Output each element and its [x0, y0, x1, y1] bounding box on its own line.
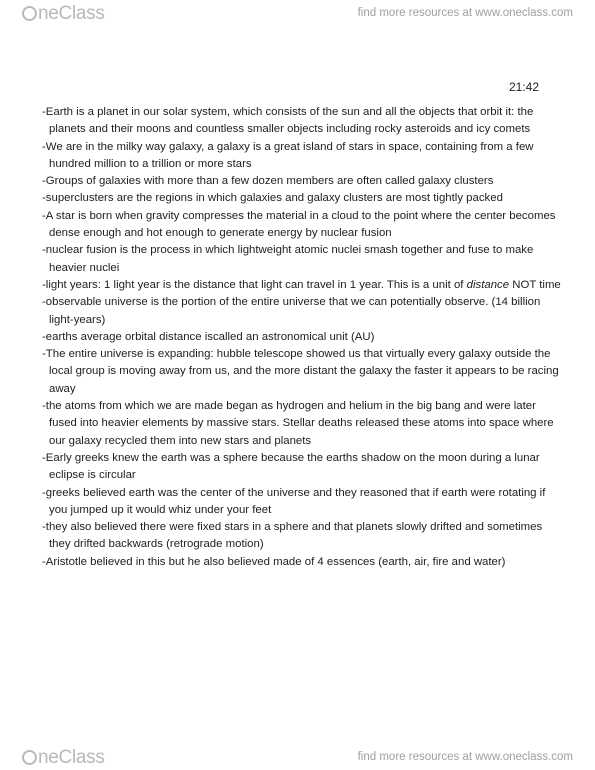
logo-o-icon [22, 750, 37, 765]
note-line-light-years [42, 277, 562, 294]
page-footer [0, 744, 595, 770]
note-line: -Aristotle believed in this but he also believed made of 4 essences (earth, air, fire and water) [42, 555, 506, 568]
note-line: -Earth is a planet in our solar system, which consists of the sun and all the objects that orbit it: the planets and their moons and countless smaller objects including rocky asteroids and icy comets [42, 106, 534, 136]
oneclass-logo[interactable] [22, 3, 105, 25]
note-emphasis: distance [466, 278, 510, 291]
note-text: -light years: 1 light year is the distance that light can travel in 1 year. This is a unit of [42, 278, 464, 291]
note-line: -earths average orbital distance iscalled an astronomical unit (AU) [42, 330, 375, 343]
page-header [0, 0, 595, 26]
note-line: -the atoms from which we are made began as hydrogen and helium in the big bang and were later fused into heavier elements by massive stars. Stellar deaths released these atoms into space where our galaxy recycled them into new stars and planets [42, 400, 554, 447]
logo-text: neClass [38, 747, 105, 768]
note-line: -superclusters are the regions in which galaxies and galaxy clusters are most tightly packed [42, 192, 503, 205]
note-line: -The entire universe is expanding: hubble telescope showed us that virtually every galaxy outside the local group is moving away from us, and the more distant the galaxy the faster it appears to be racing away [42, 348, 559, 395]
note-timestamp: 21:42 [508, 80, 539, 94]
note-body [42, 104, 562, 571]
header-tagline[interactable]: find more resources at www.oneclass.com [357, 7, 573, 19]
logo-text: neClass [38, 3, 105, 24]
note-line: -Groups of galaxies with more than a few dozen members are often called galaxy clusters [42, 175, 494, 188]
logo-o-icon [22, 6, 37, 21]
note-line: -We are in the milky way galaxy, a galaxy is a great island of stars in space, containing from a few hundred million to a trillion or more stars [42, 140, 534, 170]
note-line: -observable universe is the portion of the entire universe that we can potentially observe. (14 billion light-years) [42, 296, 541, 326]
note-line: -Early greeks knew the earth was a sphere because the earths shadow on the moon during a lunar eclipse is circular [42, 451, 540, 482]
note-line: -nuclear fusion is the process in which lightweight atomic nuclei smash together and fuse to make heavier nuclei [42, 244, 534, 274]
note-line: -they also believed there were fixed stars in a sphere and that planets slowly drifted and sometimes they drifted backwards (retrograde motion) [42, 521, 543, 551]
oneclass-logo[interactable] [22, 747, 105, 769]
note-line: -A star is born when gravity compresses the material in a cloud to the point where the center becomes dense enough and hot enough to generate energy by nuclear fusion [42, 209, 556, 240]
footer-tagline[interactable]: find more resources at www.oneclass.com [357, 751, 573, 763]
note-line: -greeks believed earth was the center of the universe and they reasoned that if earth were rotating if you jumped up it would whiz under your feet [42, 486, 546, 516]
note-text: NOT time [509, 278, 561, 291]
